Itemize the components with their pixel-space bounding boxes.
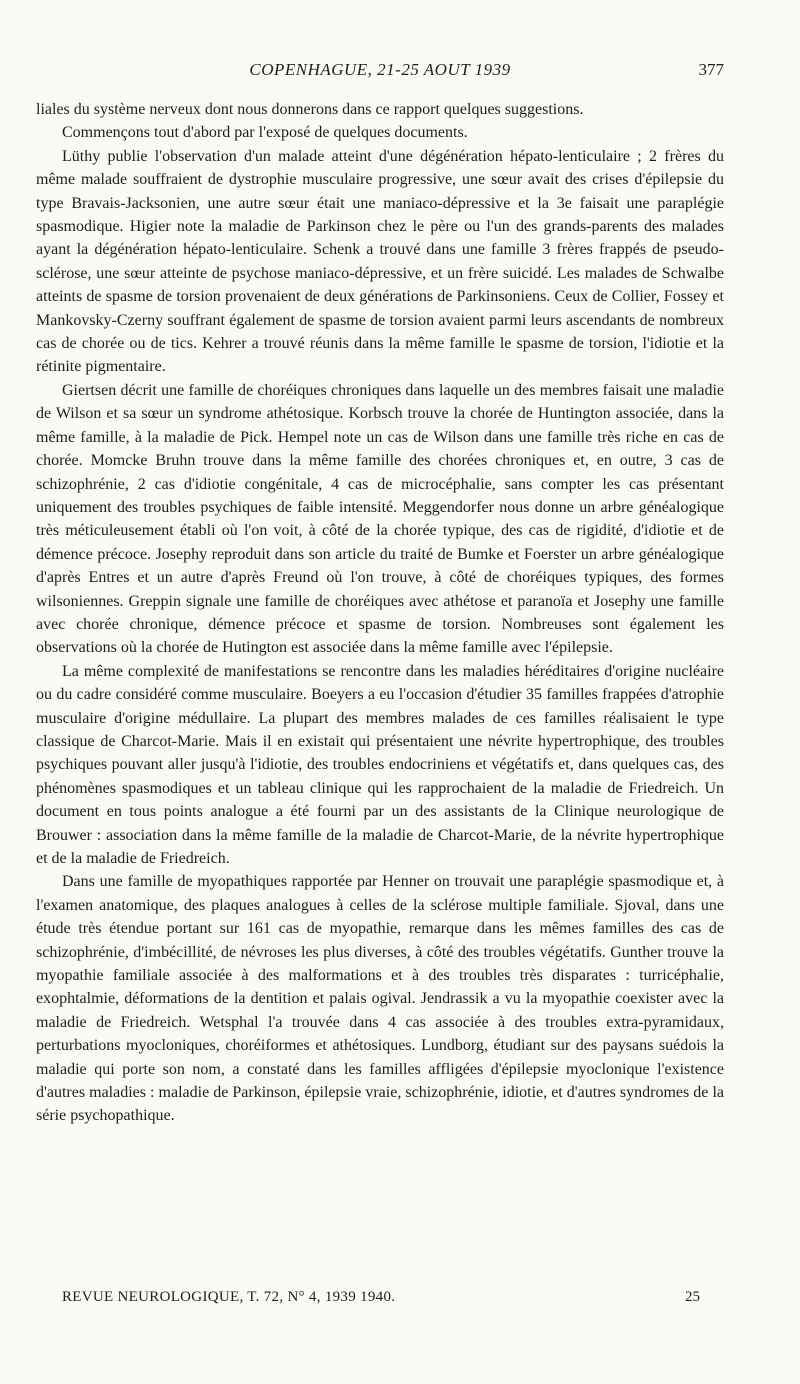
paragraph: La même complexité de manifestations se rencontre dans les maladies héréditaires d'origine nucléaire ou du cadre considéré comme musculaire. Boeyers a eu l'occasion d'étudier 35 familles frappées d'atrophie musculaire d'origine médullaire. La plupart des membres malades de ces familles réalisaient le type classique de Charcot-Marie. Mais il en existait qui présentaient une névrite hypertrophique, des troubles psychiques pouvant aller jusqu'à l'idiotie, des troubles endocriniens et végétatifs et, dans quelques cas, des phénomènes spasmodiques et un tableau clinique qui les rapprochaient de la maladie de Friedreich. Un document en tous points analogue a été fourni par un des assistants de la Clinique neurologique de Brouwer : association dans la même famille de la maladie de Charcot-Marie, de la névrite hypertrophique et de la maladie de Friedreich. [36, 662, 724, 867]
journal-reference: REVUE NEUROLOGIQUE, T. 72, N° 4, 1939 1940. [62, 1289, 396, 1305]
paragraph: Lüthy publie l'observation d'un malade atteint d'une dégénération hépato-lenticulaire ; 2 frères du même malade souffraient de dystrophie musculaire progressive, une sœur avait des crises d'épilepsie du type Bravais-Jacksonien, une autre sœur était une maniaco-dépressive et la 3e faisait une paraplégie spasmodique. Higier note la maladie de Parkinson chez le père ou l'un des grands-parents des malades ayant la dégénération hépato-lenticulaire. Schenk a trouvé dans une famille 3 frères frappés de pseudo-sclérose, une sœur atteinte de psychose maniaco-dépressive, et un frère suicidé. Les malades de Schwalbe atteints de spasme de torsion provenaient de deux générations de Parkinsoniens. Ceux de Collier, Fossey et Mankovsky-Czerny souffrant également de spasme de torsion avaient parmi leurs ascendants de nombreux cas de chorée ou de tics. Kehrer a trouvé réunis dans la même famille le spasme de torsion, l'idiotie et la rétinite pigmentaire. [36, 147, 724, 376]
page-number: 377 [698, 60, 724, 79]
paragraph: Dans une famille de myopathiques rapportée par Henner on trouvait une paraplégie spasmodique et, à l'examen anatomique, des plaques analogues à celles de la sclérose multiple familiale. Sjoval, dans une étude très étendue portant sur 161 cas de myopathie, remarque dans les mêmes familles des cas de schizophrénie, d'imbécillité, de névroses les plus diverses, à côté des troubles végétatifs. Gunther trouve la myopathie familiale associée à des malformations et à des troubles très disparates : turricéphalie, exophtalmie, déformations de la dentition et palais ogival. Jendrassik a vu la myopathie coexister avec la maladie de Friedreich. Wetsphal l'a trouvée dans 4 cas associée à des troubles extra-pyramidaux, perturbations myocloniques, choréiformes et athétosiques. Lundborg, étudiant sur des paysans suédois la maladie qui porte son nom, a constaté dans les familles affligées d'épilepsie myoclonique l'existence d'autres maladies : maladie de Parkinson, épilepsie vraie, schizophrénie, idiotie, et d'autres syndromes de la série psychopathique. [36, 873, 724, 1125]
paragraph: Giertsen décrit une famille de choréiques chroniques dans laquelle un des membres faisait une maladie de Wilson et sa sœur un syndrome athétosique. Korbsch trouve la chorée de Huntington associée, dans la même famille, à la maladie de Pick. Hempel note un cas de Wilson dans une famille très riche en cas de chorée. Momcke Bruhn trouve dans la même famille des chorées chroniques et, en outre, 3 cas de schizophrénie, 2 cas d'idiotie congénitale, 4 cas de microcéphalie, sans compter les cas présentant uniquement des troubles psychiques de faible intensité. Meggendorfer nous donne un arbre généalogique très méticuleusement établi où l'on voit, à côté de la chorée typique, des cas de rigidité, d'idiotie et de démence précoce. Josephy reproduit dans son article du traité de Bumke et Foerster un arbre généalogique d'après Entres et un autre d'après Freund où l'on trouve, à côté de choréiques typiques, des formes wilsoniennes. Greppin signale une famille de choréiques avec athétose et paranoïa et Josephy une famille avec chorée chronique, démence précoce et spasme de torsion. Nombreuses sont également les observations où la chorée de Hutington est associée dans la même famille avec l'épilepsie. [36, 381, 724, 657]
page-footer [62, 1289, 700, 1313]
paragraph-continuation: liales du système nerveux dont nous donnerons dans ce rapport quelques suggestions. [36, 101, 584, 118]
signature-number: 25 [685, 1289, 700, 1305]
running-header [36, 60, 724, 86]
body-text [36, 98, 724, 1128]
header-title: COPENHAGUE, 21-25 AOUT 1939 [249, 60, 511, 79]
paragraph: Commençons tout d'abord par l'exposé de quelques documents. [62, 124, 468, 142]
